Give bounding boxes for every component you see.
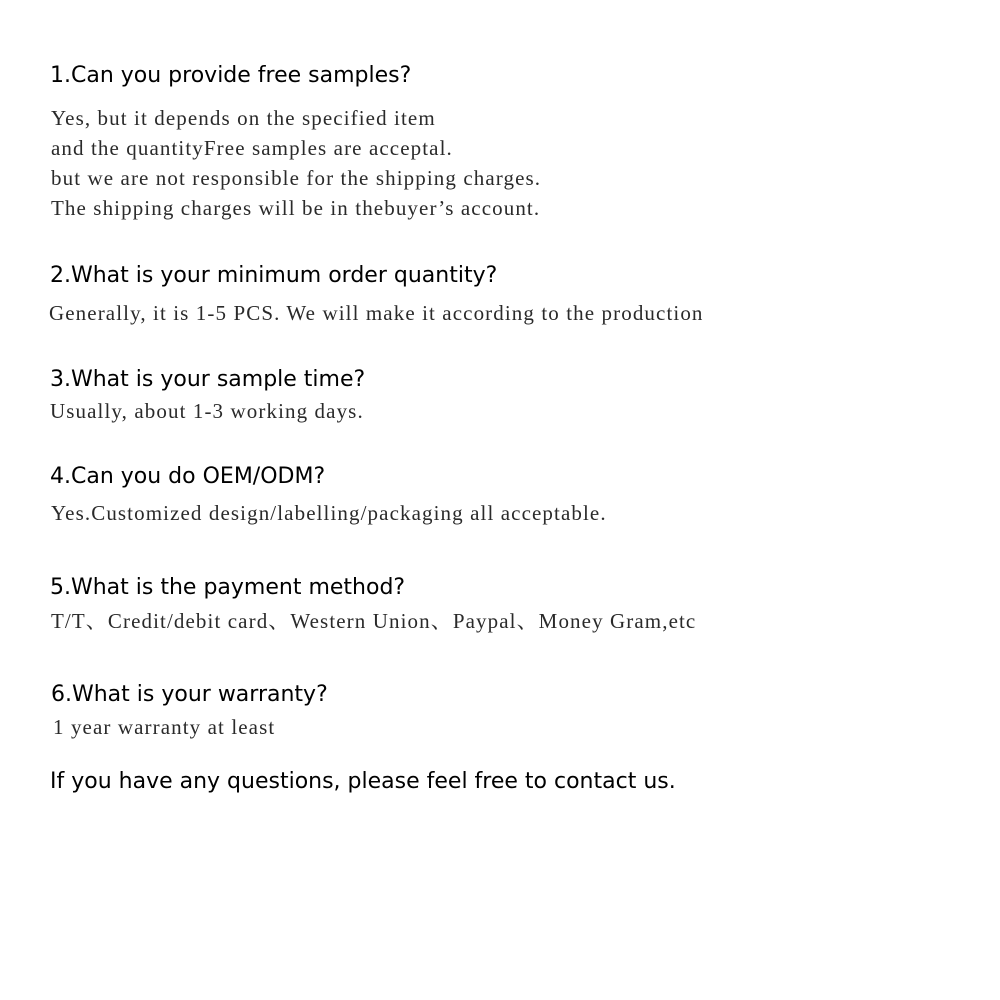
faq-answer-3 bbox=[50, 396, 364, 426]
closing-message: If you have any questions, please feel free to contact us. bbox=[50, 769, 676, 794]
faq-answer-5-line-1: T/T、Credit/debit card、Western Union、Paypal、Money Gram,etc bbox=[51, 609, 697, 633]
faq-answer-1-line-4: The shipping charges will be in thebuyer’s account. bbox=[51, 196, 541, 220]
faq-answer-2-line-1: Generally, it is 1-5 PCS. We will make it according to the production bbox=[49, 301, 704, 325]
faq-answer-1-line-3: but we are not responsible for the shipping charges. bbox=[51, 166, 542, 190]
faq-question-4: 4.Can you do OEM/ODM? bbox=[50, 464, 326, 489]
faq-question-3: 3.What is your sample time? bbox=[50, 367, 366, 392]
faq-question-2: 2.What is your minimum order quantity? bbox=[50, 263, 498, 288]
faq-question-6: 6.What is your warranty? bbox=[51, 682, 328, 707]
faq-answer-4 bbox=[51, 498, 607, 528]
faq-answer-6-line-1: 1 year warranty at least bbox=[53, 715, 276, 739]
faq-answer-4-line-1: Yes.Customized design/labelling/packaging all acceptable. bbox=[51, 501, 607, 525]
faq-answer-1 bbox=[51, 103, 541, 223]
faq-question-1: 1.Can you provide free samples? bbox=[50, 63, 412, 88]
faq-answer-1-line-1: Yes, but it depends on the specified item bbox=[51, 106, 436, 130]
faq-question-5: 5.What is the payment method? bbox=[50, 575, 406, 600]
faq-answer-2 bbox=[49, 298, 704, 328]
faq-answer-1-line-2: and the quantityFree samples are acceptal. bbox=[51, 136, 453, 160]
faq-answer-5 bbox=[51, 606, 696, 636]
faq-answer-3-line-1: Usually, about 1-3 working days. bbox=[50, 399, 364, 423]
faq-answer-6 bbox=[53, 712, 275, 742]
